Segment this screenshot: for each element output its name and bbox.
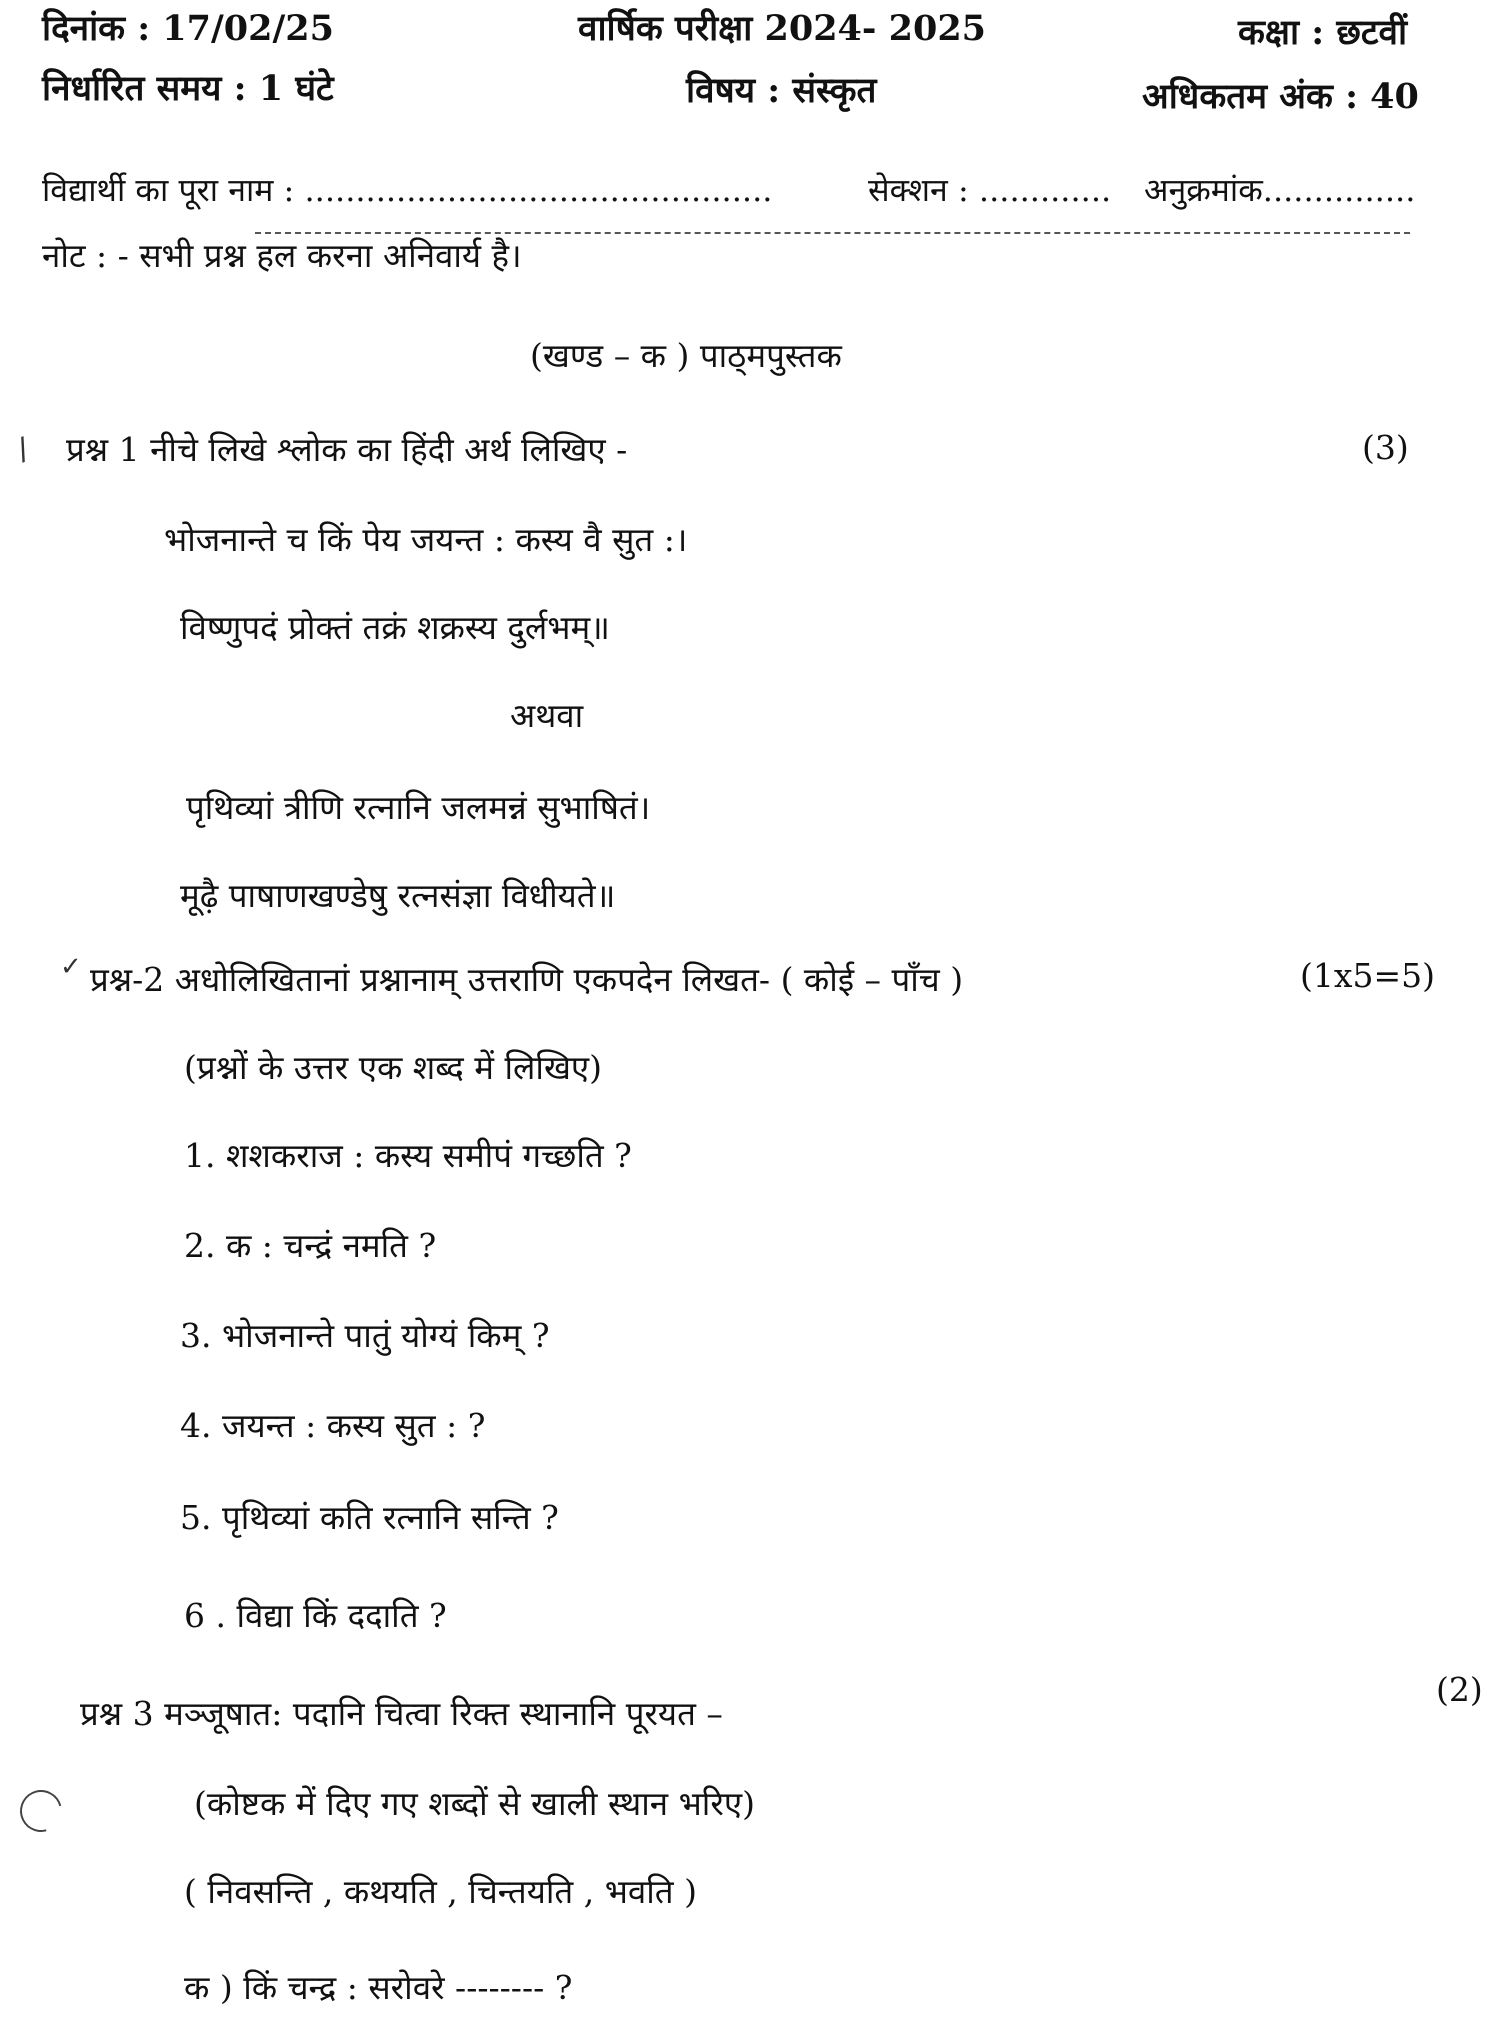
q3-instruction: (कोष्टक में दिए गए शब्दों से खाली स्थान भरिए) bbox=[194, 1784, 755, 1823]
q2-marks: (1x5=5) bbox=[1300, 956, 1435, 995]
time-allowed: निर्धारित समय : 1 घंटे bbox=[42, 68, 334, 109]
margin-check-mark-icon: ✓ bbox=[60, 952, 82, 982]
section-field[interactable]: सेक्शन : ............. bbox=[868, 171, 1112, 209]
q2-item-5: 5. पृथिव्यां कति रत्नानि सन्ति ? bbox=[180, 1498, 559, 1537]
q2-item-3: 3. भोजनान्ते पातुं योग्यं किम् ? bbox=[180, 1316, 550, 1355]
q3-marks: (2) bbox=[1436, 1670, 1483, 1709]
max-marks: अधिकतम अंक : 40 bbox=[1142, 76, 1419, 117]
exam-title: वार्षिक परीक्षा 2024- 2025 bbox=[578, 8, 987, 49]
q2-item-2: 2. क : चन्द्रं नमति ? bbox=[184, 1226, 437, 1265]
exam-date: दिनांक : 17/02/25 bbox=[42, 8, 334, 49]
subject-label: विषय : संस्कृत bbox=[686, 70, 877, 111]
q1-verse1-line2: विष्णुपदं प्रोक्तं तक्रं शक्रस्य दुर्लभम्॥ bbox=[180, 608, 610, 647]
note-text: नोट : - सभी प्रश्न हल करना अनिवार्य है। bbox=[42, 236, 522, 275]
q3-word-box: ( निवसन्ति , कथयति , चिन्तयति , भवति ) bbox=[184, 1872, 697, 1911]
section-title: (खण्ड – क ) पाठ्मपुस्तक bbox=[530, 336, 842, 375]
q1-or: अथवा bbox=[510, 696, 584, 735]
q2-instruction: (प्रश्नों के उत्तर एक शब्द में लिखिए) bbox=[184, 1048, 603, 1087]
roll-number-field[interactable]: अनुक्रमांक............... bbox=[1144, 171, 1416, 209]
q3-text: प्रश्न 3 मञ्जूषात: पदानि चित्वा रिक्त स्थानानि पूरयत – bbox=[80, 1694, 723, 1733]
margin-pen-mark-icon: / bbox=[12, 431, 34, 468]
q1-verse2-line1: पृथिव्यां त्रीणि रत्नानि जलमन्नं सुभाषितं। bbox=[186, 788, 651, 827]
q1-verse2-line2: मूढ़ै पाषाणखण्डेषु रत्नसंज्ञा विधीयते॥ bbox=[180, 876, 616, 915]
q2-item-4: 4. जयन्त : कस्य सुत : ? bbox=[180, 1406, 486, 1445]
margin-circle-mark-icon bbox=[12, 1782, 69, 1839]
q2-item-6: 6 . विद्या किं ददाति ? bbox=[184, 1596, 447, 1635]
q1-text: प्रश्न 1 नीचे लिखे श्लोक का हिंदी अर्थ लिखिए - bbox=[66, 430, 628, 469]
student-name-field[interactable]: विद्यार्थी का पूरा नाम : .............................................. bbox=[42, 171, 773, 209]
q3-item-ka: क ) किं चन्द्र : सरोवरे -------- ? bbox=[184, 1968, 573, 2007]
q1-verse1-line1: भोजनान्ते च किं पेय जयन्त : कस्य वै सुत :। bbox=[164, 520, 688, 559]
class-label: कक्षा : छटवीं bbox=[1238, 12, 1408, 53]
q2-item-1: 1. शशकराज : कस्य समीपं गच्छति ? bbox=[184, 1136, 632, 1175]
q1-marks: (3) bbox=[1362, 428, 1409, 467]
q2-text: प्रश्न-2 अधोलिखितानां प्रश्नानाम् उत्तराणि एकपदेन लिखत- ( कोई – पाँच ) bbox=[90, 960, 964, 999]
